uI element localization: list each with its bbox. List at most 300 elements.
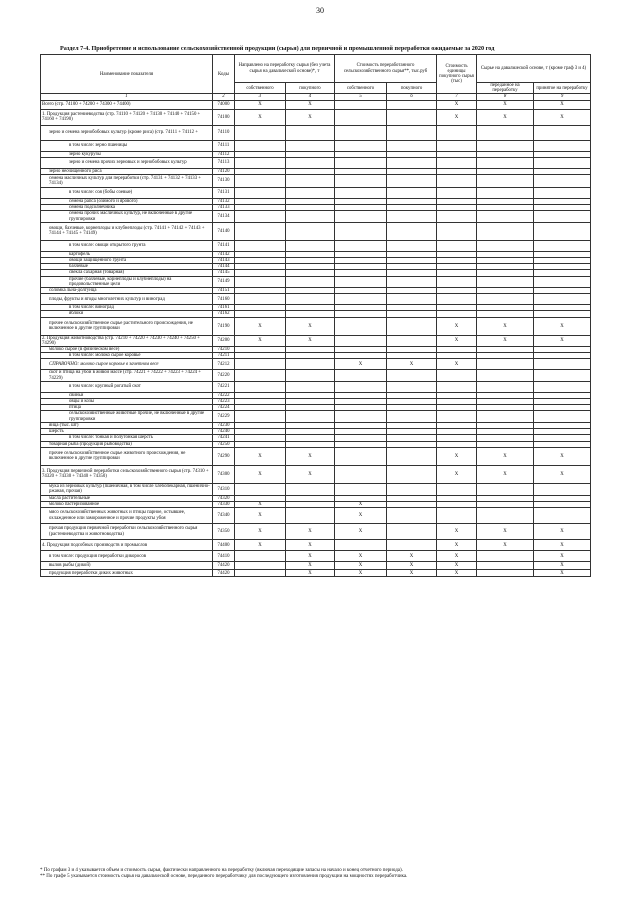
cell-c9 [534, 157, 591, 168]
cell-c7 [437, 508, 477, 524]
cell-c6 [387, 465, 437, 483]
row-name: шерсть [41, 429, 213, 435]
cell-c4: X [286, 447, 335, 465]
row-code: 74222 [213, 392, 235, 398]
row-name: товарная рыба (продукция рыбоводства) [41, 441, 213, 447]
header-cost: Стоимость переработанного сельскохозяйственного сырья**, тыс.руб [335, 55, 437, 83]
cell-c5 [335, 276, 387, 287]
row-code: 74131 [213, 188, 235, 199]
table-row [41, 157, 591, 168]
table-row [41, 109, 591, 125]
cell-c7 [437, 222, 477, 240]
cell-c7 [437, 140, 477, 151]
cell-c8: X [477, 540, 534, 551]
cell-c6 [387, 188, 437, 199]
cell-c9: X [534, 551, 591, 562]
cell-c6 [387, 276, 437, 287]
cell-c4: X [286, 100, 335, 109]
cell-c3 [235, 411, 286, 422]
cell-c7: X [437, 359, 477, 370]
cell-c6 [387, 100, 437, 109]
row-name: птица [41, 405, 213, 411]
cell-c3 [235, 562, 286, 570]
cell-c5 [335, 335, 387, 346]
row-name: яйца (тыс. шт) [41, 422, 213, 428]
table-row [41, 508, 591, 524]
table-row [41, 381, 591, 392]
cell-c5 [335, 540, 387, 551]
cell-c3 [235, 125, 286, 140]
cell-c9 [534, 276, 591, 287]
cell-c5 [335, 125, 387, 140]
table-row [41, 317, 591, 335]
row-code: 74142 [213, 251, 235, 257]
cell-c5 [335, 381, 387, 392]
cell-c9: X [534, 570, 591, 577]
cell-c4 [286, 411, 335, 422]
row-name: картофель [41, 251, 213, 257]
cell-c6: X [387, 551, 437, 562]
row-code: 74145 [213, 270, 235, 276]
cell-c6 [387, 370, 437, 381]
cell-c7: X [437, 551, 477, 562]
header-own2: собственного [335, 83, 387, 94]
cell-c3 [235, 294, 286, 305]
cell-c5 [335, 100, 387, 109]
row-name: прочее сельскохозяйственное сырье животного происхождения, не включенное в другие группировки [41, 447, 213, 465]
header-taken: принятое на переработку [534, 83, 591, 94]
column-number: 1 [41, 94, 213, 100]
cell-c8: X [477, 465, 534, 483]
table-row [41, 222, 591, 240]
cell-c3 [235, 240, 286, 251]
cell-c9: X [534, 317, 591, 335]
row-code: 74290 [213, 447, 235, 465]
row-code: 74330 [213, 501, 235, 507]
cell-c6 [387, 109, 437, 125]
cell-c3 [235, 175, 286, 188]
cell-c6 [387, 411, 437, 422]
header-code: Коды [213, 55, 235, 94]
cell-c4 [286, 240, 335, 251]
cell-c7 [437, 125, 477, 140]
row-code: 74149 [213, 276, 235, 287]
table-row [41, 524, 591, 540]
cell-c3: X [235, 109, 286, 125]
table-row [41, 551, 591, 562]
cell-c3: X [235, 317, 286, 335]
cell-c4 [286, 276, 335, 287]
cell-c8 [477, 125, 534, 140]
cell-c4 [286, 211, 335, 222]
cell-c5 [335, 411, 387, 422]
cell-c3 [235, 381, 286, 392]
cell-c3 [235, 570, 286, 577]
row-code: 74340 [213, 508, 235, 524]
table-row [41, 276, 591, 287]
cell-c9 [534, 211, 591, 222]
row-code: 74210 [213, 347, 235, 353]
footnotes [40, 868, 600, 880]
cell-c8 [477, 294, 534, 305]
cell-c3 [235, 157, 286, 168]
cell-c7: X [437, 335, 477, 346]
row-name: скот и птица на убой в живой массе (стр. 74221 + 74222 + 74223 + 74224 + 74229) [41, 370, 213, 381]
cell-c4 [286, 222, 335, 240]
cell-c9 [534, 411, 591, 422]
cell-c9: X [534, 562, 591, 570]
header-sent: Направлено на переработку сырья (без учета сырья на давальческой основе)*, т [235, 55, 335, 83]
cell-c5: X [335, 508, 387, 524]
row-code: 74300 [213, 465, 235, 483]
row-code: 74130 [213, 175, 235, 188]
table-row [41, 447, 591, 465]
cell-c8 [477, 240, 534, 251]
column-number: 8 [477, 94, 534, 100]
table-row [41, 294, 591, 305]
cell-c8: X [477, 447, 534, 465]
row-code: 74223 [213, 399, 235, 405]
cell-c5 [335, 447, 387, 465]
row-name: яблоки [41, 311, 213, 317]
cell-c3 [235, 222, 286, 240]
row-name: в том числе: овощи открытого грунта [41, 240, 213, 251]
cell-c8 [477, 411, 534, 422]
cell-c3 [235, 140, 286, 151]
row-code: 74000 [213, 100, 235, 109]
cell-c7: X [437, 524, 477, 540]
row-code: 74160 [213, 294, 235, 305]
row-name: продукция переработки диких животных [41, 570, 213, 577]
cell-c8 [477, 570, 534, 577]
cell-c6 [387, 524, 437, 540]
cell-c9: X [534, 100, 591, 109]
cell-c9: X [534, 447, 591, 465]
data-table [40, 54, 591, 577]
cell-c8 [477, 370, 534, 381]
cell-c6 [387, 381, 437, 392]
cell-c6 [387, 175, 437, 188]
cell-c6 [387, 483, 437, 495]
table-row [41, 140, 591, 151]
cell-c4: X [286, 540, 335, 551]
row-code: 74161 [213, 305, 235, 311]
cell-c3: X [235, 540, 286, 551]
row-code: 74221 [213, 381, 235, 392]
table-row [41, 175, 591, 188]
cell-c9 [534, 125, 591, 140]
row-code: 74143 [213, 258, 235, 264]
cell-c6 [387, 317, 437, 335]
row-name: плоды, фрукты и ягоды многолетних культур и виноград [41, 294, 213, 305]
row-name: в том числе: крупный рогатый скот [41, 381, 213, 392]
cell-c6: X [387, 570, 437, 577]
row-name: семена масличных культур для переработки (стр. 74131 + 74132 + 74133 + 74134) [41, 175, 213, 188]
cell-c4 [286, 140, 335, 151]
row-code: 74113 [213, 157, 235, 168]
row-name: масла растительные [41, 495, 213, 501]
cell-c9 [534, 370, 591, 381]
table-row [41, 465, 591, 483]
row-name: 2. Продукция животноводства (стр. 74210 + 74220 + 74230 + 74240 + 74250 + 74290) [41, 335, 213, 346]
header-tolling: Сырье на давальческой основе, т (кроме граф 3 и 4) [477, 55, 591, 83]
row-name: зерно и семена зернобобовых культур (кроме риса) (стр. 74111 + 74112 + [41, 125, 213, 140]
row-name: семена рапса (озимого и ярового) [41, 199, 213, 205]
header-bought: покупного [286, 83, 335, 94]
row-code: 74190 [213, 317, 235, 335]
cell-c5 [335, 294, 387, 305]
cell-c7 [437, 188, 477, 199]
cell-c7 [437, 381, 477, 392]
cell-c8: X [477, 335, 534, 346]
cell-c4: X [286, 335, 335, 346]
cell-c9 [534, 222, 591, 240]
cell-c8 [477, 562, 534, 570]
row-code: 74212 [213, 359, 235, 370]
row-name: мясо сельскохозяйственных животных и птицы парное, остывшее, охлажденное или замороженное и прочие продукты убоя [41, 508, 213, 524]
cell-c4 [286, 294, 335, 305]
cell-c6 [387, 222, 437, 240]
cell-c9: X [534, 465, 591, 483]
row-name: мука из зерновых культур (пшеничная, в том числе хлебопекарная, пшенично-ржаная, прочая) [41, 483, 213, 495]
table-row [41, 188, 591, 199]
cell-c8 [477, 157, 534, 168]
cell-c8 [477, 140, 534, 151]
cell-c5 [335, 317, 387, 335]
column-number: 9 [534, 94, 591, 100]
cell-c8: X [477, 109, 534, 125]
row-name: овощи, бахчевые, корнеплоды и клубнеплоды (стр. 74141 + 74142 + 74143 + 74144 + 74145 + 74149) [41, 222, 213, 240]
cell-c5: X [335, 501, 387, 507]
row-code: 74241 [213, 435, 235, 441]
cell-c9: X [534, 540, 591, 551]
cell-c5 [335, 140, 387, 151]
row-code: 74250 [213, 441, 235, 447]
row-code: 74211 [213, 353, 235, 359]
cell-c3 [235, 370, 286, 381]
cell-c5: X [335, 562, 387, 570]
header-given: переданное на переработку [477, 83, 534, 94]
cell-c7 [437, 175, 477, 188]
cell-c7 [437, 211, 477, 222]
row-name: овцы и козы [41, 399, 213, 405]
cell-c8 [477, 508, 534, 524]
cell-c4: X [286, 109, 335, 125]
cell-c4: X [286, 465, 335, 483]
cell-c7 [437, 294, 477, 305]
row-name: в том числе: тонкая и полутонкая шерсть [41, 435, 213, 441]
cell-c8 [477, 188, 534, 199]
row-name: прочие (бахчевые, корнеплоды и клубнеплоды) на продовольственные цели [41, 276, 213, 287]
cell-c8 [477, 359, 534, 370]
row-name: семена прочих масличных культур, не включенные в другие группировки [41, 211, 213, 222]
cell-c3: X [235, 465, 286, 483]
row-code: 74220 [213, 370, 235, 381]
cell-c9 [534, 381, 591, 392]
cell-c8 [477, 551, 534, 562]
cell-c8 [477, 211, 534, 222]
table-row [41, 411, 591, 422]
row-name: овощи защищенного грунта [41, 258, 213, 264]
row-code: 74400 [213, 540, 235, 551]
header-bought2: покупного [387, 83, 437, 94]
cell-c5 [335, 483, 387, 495]
row-name: в том числе: соя (бобы соевые) [41, 188, 213, 199]
table-row [41, 211, 591, 222]
cell-c7 [437, 411, 477, 422]
cell-c3 [235, 188, 286, 199]
cell-c5: X [335, 551, 387, 562]
row-code: 74162 [213, 311, 235, 317]
cell-c6 [387, 447, 437, 465]
row-name: 1. Продукция растениеводства (стр. 74110 + 74120 + 74130 + 74140 + 74150 + 74160 + 74190) [41, 109, 213, 125]
row-code: 74420 [213, 570, 235, 577]
table-row [41, 562, 591, 570]
cell-c7: X [437, 562, 477, 570]
cell-c8 [477, 175, 534, 188]
section-title: Раздел 7-4. Приобретение и использование сельскохозяйственной продукции (сырья) для первичной и промышленной переработки ожидаемые за 2020 год [60, 45, 495, 52]
table-row [41, 100, 591, 109]
cell-c7 [437, 276, 477, 287]
table-row [41, 335, 591, 346]
header-name: Наименование показателя [41, 55, 213, 94]
row-name: свекла сахарная (товарная) [41, 270, 213, 276]
cell-c9 [534, 188, 591, 199]
row-name: свиньи [41, 392, 213, 398]
cell-c4 [286, 381, 335, 392]
row-name: в том числе: молоко сырое коровье [41, 353, 213, 359]
cell-c3 [235, 483, 286, 495]
cell-c9: X [534, 524, 591, 540]
cell-c5 [335, 157, 387, 168]
table-row [41, 483, 591, 495]
row-name: сельскохозяйственные животные прочие, не включенные в другие группировки [41, 411, 213, 422]
column-number: 3 [235, 94, 286, 100]
row-code: 74310 [213, 483, 235, 495]
cell-c9: X [534, 335, 591, 346]
cell-c4 [286, 188, 335, 199]
cell-c3 [235, 551, 286, 562]
cell-c7 [437, 370, 477, 381]
cell-c7: X [437, 540, 477, 551]
cell-c8 [477, 483, 534, 495]
row-name: в том числе: виноград [41, 305, 213, 311]
row-code: 74224 [213, 405, 235, 411]
column-number: 4 [286, 94, 335, 100]
row-code: 74144 [213, 264, 235, 270]
cell-c9 [534, 240, 591, 251]
cell-c9 [534, 483, 591, 495]
cell-c7: X [437, 465, 477, 483]
cell-c4: X [286, 317, 335, 335]
footnote: ** По графе 5 указывается стоимость сырья на давальческой основе, переданного переработчику для последующего изготовления продукции на мощностях переработчика. [40, 874, 408, 879]
header-unitcost: Стоимость единицы покупного сырья (тыс) [437, 55, 477, 94]
row-code: 74410 [213, 551, 235, 562]
cell-c8: X [477, 100, 534, 109]
cell-c8 [477, 222, 534, 240]
column-number: 5 [335, 94, 387, 100]
row-name: соломка льна-долгунца [41, 288, 213, 294]
header-own: собственного [235, 83, 286, 94]
cell-c8 [477, 276, 534, 287]
cell-c3: X [235, 524, 286, 540]
cell-c6 [387, 335, 437, 346]
row-code: 74229 [213, 411, 235, 422]
table-row [41, 540, 591, 551]
cell-c7: X [437, 109, 477, 125]
cell-c6: X [387, 562, 437, 570]
row-code: 74350 [213, 524, 235, 540]
cell-c4 [286, 508, 335, 524]
cell-c5 [335, 109, 387, 125]
cell-c9: X [534, 109, 591, 125]
column-number: 2 [213, 94, 235, 100]
row-name: вылов рыбы (дикой) [41, 562, 213, 570]
row-code: 74112 [213, 151, 235, 157]
row-name: молоко пастеризованное [41, 501, 213, 507]
cell-c5 [335, 188, 387, 199]
row-name: прочее сельскохозяйственное сырье растительного происхождения, не включенное в другие группировки [41, 317, 213, 335]
row-code: 74151 [213, 288, 235, 294]
table-row [41, 359, 591, 370]
table-row [41, 370, 591, 381]
cell-c6 [387, 240, 437, 251]
cell-c9 [534, 508, 591, 524]
page-number: 30 [316, 6, 324, 15]
cell-c3: X [235, 447, 286, 465]
row-name: Всего (стр. 74100 + 74200 + 74300 + 74400) [41, 100, 213, 109]
cell-c3: X [235, 100, 286, 109]
row-code: 74240 [213, 429, 235, 435]
row-name: зерно кукурузы [41, 151, 213, 157]
row-code: 74110 [213, 125, 235, 140]
cell-c5 [335, 240, 387, 251]
cell-c6 [387, 508, 437, 524]
cell-c5: X [335, 524, 387, 540]
cell-c5 [335, 211, 387, 222]
row-code: 74120 [213, 168, 235, 174]
cell-c7: X [437, 100, 477, 109]
row-name: зерно неочищенного риса [41, 168, 213, 174]
table-row [41, 125, 591, 140]
cell-c4: X [286, 562, 335, 570]
row-name: СПРАВОЧНО: молоко сырое коровье в зачетном весе [41, 359, 213, 370]
cell-c7 [437, 157, 477, 168]
row-code: 74141 [213, 240, 235, 251]
cell-c6 [387, 211, 437, 222]
row-name: прочая продукция первичной переработки сельскохозяйственного сырья (растениеводства и животноводства) [41, 524, 213, 540]
row-code: 74134 [213, 211, 235, 222]
row-code: 74420 [213, 562, 235, 570]
cell-c7 [437, 240, 477, 251]
cell-c4 [286, 359, 335, 370]
cell-c4 [286, 175, 335, 188]
cell-c6 [387, 294, 437, 305]
row-code: 74111 [213, 140, 235, 151]
row-code: 74140 [213, 222, 235, 240]
row-code: 74100 [213, 109, 235, 125]
cell-c4 [286, 370, 335, 381]
cell-c3 [235, 359, 286, 370]
row-code: 74230 [213, 422, 235, 428]
cell-c3: X [235, 508, 286, 524]
row-code: 74320 [213, 495, 235, 501]
column-number: 7 [437, 94, 477, 100]
cell-c7: X [437, 447, 477, 465]
cell-c5 [335, 222, 387, 240]
cell-c9 [534, 294, 591, 305]
cell-c4 [286, 157, 335, 168]
